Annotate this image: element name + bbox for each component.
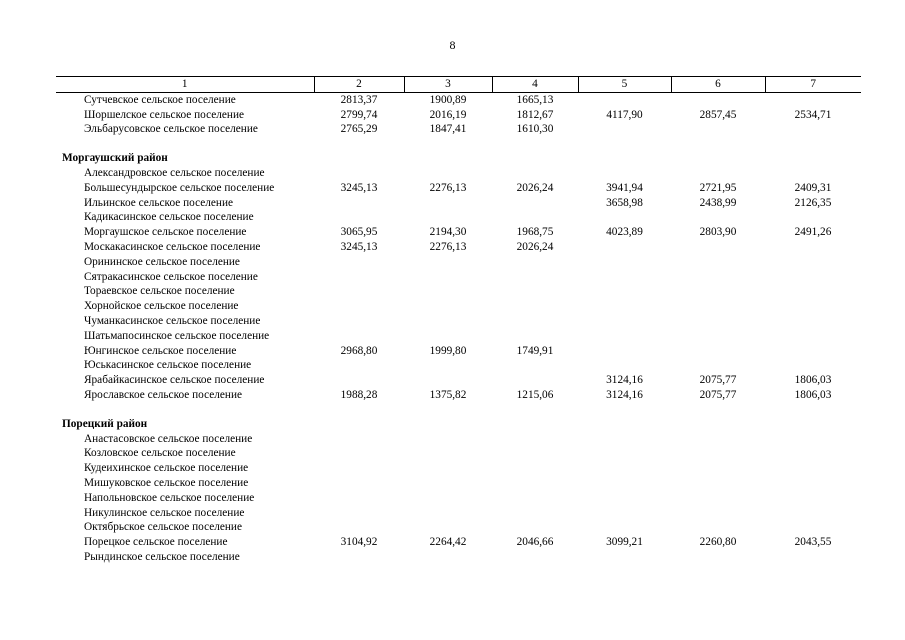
district-heading-row [56,137,861,166]
value-cell-col-6 [671,476,765,491]
value-cell-col-2 [314,373,404,388]
value-cell-col-4 [492,358,578,373]
value-cell-col-2 [314,166,404,181]
value-cell-col-3 [404,432,492,447]
value-cell-col-7 [765,446,861,461]
value-cell-col-5 [578,92,671,107]
settlement-name: Напольновское сельское поселение [84,491,255,504]
value-cell-col-2 [314,520,404,535]
value-cell-col-3 [404,446,492,461]
value-cell-col-2: 3104,92 [340,536,378,549]
settlement-name: Мишуковское сельское поселение [84,476,249,489]
value-cell-col-5: 3658,98 [606,196,643,209]
value-cell-col-3: 1999,80 [429,344,467,357]
value-cell-col-6: 2857,45 [699,108,737,121]
value-cell-col-6: 2721,95 [699,181,737,194]
value-cell-col-6: 2075,77 [699,388,737,401]
value-cell-col-5 [578,284,671,299]
value-cell-col-7 [765,329,861,344]
value-cell-col-2 [314,476,404,491]
value-cell-col-5 [578,491,671,506]
value-cell-col-4 [492,299,578,314]
value-cell-col-3: 2276,13 [429,181,467,194]
table-row [56,270,861,285]
settlement-name: Большесундырское сельское поселение [84,181,275,194]
value-cell-col-7 [765,461,861,476]
value-cell-col-5: 3124,16 [606,374,643,387]
value-cell-col-2 [314,210,404,225]
value-cell-col-5 [578,550,671,565]
value-cell-col-4: 1968,75 [516,226,554,239]
value-cell-col-4: 2026,24 [516,181,554,194]
settlement-name: Моргаушское сельское поселение [84,226,247,239]
value-cell-col-3 [404,461,492,476]
value-cell-col-4 [492,520,578,535]
value-cell-col-7 [765,344,861,359]
value-cell-col-2: 2813,37 [340,93,378,106]
settlement-name: Рындинское сельское поселение [84,550,240,563]
value-cell-col-7 [765,255,861,270]
table-row [56,122,861,137]
value-cell-col-7 [765,92,861,107]
settlement-name: Никулинское сельское поселение [84,506,245,519]
value-cell-col-5 [578,299,671,314]
value-cell-col-4 [492,270,578,285]
value-cell-col-2: 2765,29 [340,123,378,136]
settlement-name: Эльбарусовское сельское поселение [84,123,258,136]
value-cell-col-4: 1665,13 [516,93,554,106]
value-cell-col-4: 1749,91 [516,344,554,357]
table-row [56,225,861,240]
value-cell-col-5 [578,240,671,255]
value-cell-col-7 [765,432,861,447]
value-cell-col-5 [578,210,671,225]
value-cell-col-4 [492,506,578,521]
settlement-name: Ярабайкасинское сельское поселение [84,374,265,387]
page-number: 8 [449,38,456,52]
value-cell-col-5 [578,461,671,476]
value-cell-col-3 [404,358,492,373]
district-heading-row [56,403,861,432]
value-cell-col-6 [671,210,765,225]
table-row [56,446,861,461]
value-cell-col-2: 3245,13 [340,181,378,194]
column-header: 7 [765,77,861,93]
settlement-name: Ильинское сельское поселение [84,196,233,209]
table-row [56,108,861,123]
settlement-name: Ярославское сельское поселение [84,388,243,401]
value-cell-col-5 [578,329,671,344]
value-cell-col-6: 2438,99 [699,196,737,209]
value-cell-col-5 [578,344,671,359]
value-cell-col-3 [404,550,492,565]
value-cell-col-5 [578,506,671,521]
value-cell-col-3 [404,166,492,181]
table-row [56,388,861,403]
value-cell-col-3: 1375,82 [429,388,467,401]
table-row [56,344,861,359]
value-cell-col-4: 2046,66 [516,536,554,549]
value-cell-col-4 [492,314,578,329]
value-cell-col-5 [578,122,671,137]
table-row [56,314,861,329]
settlement-name: Анастасовское сельское поселение [84,432,253,445]
value-cell-col-7 [765,210,861,225]
value-cell-col-5: 4023,89 [606,226,643,239]
value-cell-col-4 [492,476,578,491]
value-cell-col-2: 1988,28 [340,388,378,401]
table-body [56,92,861,564]
settlement-name: Октябрьское сельское поселение [84,521,242,534]
value-cell-col-7: 2491,26 [794,226,832,239]
value-cell-col-5 [578,255,671,270]
value-cell-col-2: 2968,80 [340,344,378,357]
value-cell-col-3 [404,329,492,344]
value-cell-col-6 [671,240,765,255]
table-row [56,520,861,535]
table-row [56,550,861,565]
value-cell-col-2: 3245,13 [340,240,378,253]
value-cell-col-2 [314,270,404,285]
value-cell-col-2 [314,299,404,314]
value-cell-col-4 [492,329,578,344]
value-cell-col-2 [314,284,404,299]
value-cell-col-4 [492,373,578,388]
value-cell-col-4 [492,461,578,476]
value-cell-col-6 [671,446,765,461]
value-cell-col-4 [492,446,578,461]
value-cell-col-3: 1847,41 [429,123,467,136]
settlement-name: Кадикасинское сельское поселение [84,211,254,224]
value-cell-col-6 [671,520,765,535]
settlement-name: Чуманкасинское сельское поселение [84,314,261,327]
table-row [56,255,861,270]
settlement-name: Орининское сельское поселение [84,255,240,268]
settlement-name: Порецкое сельское поселение [84,536,228,549]
value-cell-col-7 [765,299,861,314]
value-cell-col-5 [578,166,671,181]
district-title: Порецкий район [62,417,148,430]
value-cell-col-2: 3065,95 [340,226,378,239]
value-cell-col-6 [671,550,765,565]
table-row [56,476,861,491]
table-row [56,166,861,181]
table-row [56,461,861,476]
table-row [56,240,861,255]
settlement-name: Шатьмапосинское сельское поселение [84,329,270,342]
value-cell-col-4 [492,550,578,565]
settlement-name: Шоршелское сельское поселение [84,108,245,121]
value-cell-col-2 [314,506,404,521]
settlements-table [56,76,861,565]
value-cell-col-7 [765,270,861,285]
column-header: 2 [314,77,404,93]
value-cell-col-4 [492,284,578,299]
settlement-name: Козловское сельское поселение [84,447,236,460]
district-title: Моргаушский район [62,152,168,165]
value-cell-col-6: 2260,80 [699,536,737,549]
value-cell-col-6 [671,284,765,299]
value-cell-col-6 [671,432,765,447]
value-cell-col-3 [404,476,492,491]
value-cell-col-4: 1215,06 [516,388,554,401]
settlement-name: Москакасинское сельское поселение [84,240,261,253]
value-cell-col-3 [404,520,492,535]
table-row [56,210,861,225]
value-cell-col-7: 2126,35 [794,196,832,209]
value-cell-col-3 [404,270,492,285]
value-cell-col-7: 2043,55 [794,536,832,549]
value-cell-col-6 [671,506,765,521]
value-cell-col-5: 3099,21 [606,536,643,549]
value-cell-col-6: 2075,77 [699,374,737,387]
value-cell-col-5 [578,446,671,461]
value-cell-col-7 [765,491,861,506]
table-row [56,432,861,447]
settlement-name: Тораевское сельское поселение [84,285,235,298]
table-row [56,491,861,506]
value-cell-col-2: 2799,74 [340,108,378,121]
value-cell-col-3 [404,506,492,521]
table-row [56,196,861,211]
value-cell-col-2 [314,550,404,565]
table-row [56,284,861,299]
value-cell-col-7: 2534,71 [794,108,832,121]
value-cell-col-6 [671,491,765,506]
value-cell-col-7 [765,550,861,565]
value-cell-col-2 [314,314,404,329]
value-cell-col-6 [671,358,765,373]
value-cell-col-7 [765,358,861,373]
value-cell-col-5: 3941,94 [606,181,643,194]
value-cell-col-5: 4117,90 [606,108,643,121]
value-cell-col-3 [404,299,492,314]
value-cell-col-6 [671,122,765,137]
value-cell-col-4: 1812,67 [516,108,554,121]
value-cell-col-4 [492,491,578,506]
value-cell-col-6 [671,329,765,344]
value-cell-col-6 [671,299,765,314]
value-cell-col-5 [578,314,671,329]
table-row [56,358,861,373]
value-cell-col-7 [765,476,861,491]
value-cell-col-3: 2264,42 [429,536,467,549]
value-cell-col-3: 2016,19 [429,108,467,121]
header-row [56,77,861,93]
value-cell-col-5 [578,476,671,491]
value-cell-col-5 [578,270,671,285]
table-row [56,181,861,196]
value-cell-col-6 [671,344,765,359]
column-header: 6 [671,77,765,93]
value-cell-col-6 [671,255,765,270]
value-cell-col-4 [492,166,578,181]
value-cell-col-7: 2409,31 [794,181,832,194]
value-cell-col-6 [671,461,765,476]
value-cell-col-6 [671,92,765,107]
settlement-name: Юнгинское сельское поселение [84,344,237,357]
value-cell-col-7: 1806,03 [794,374,832,387]
value-cell-col-3 [404,373,492,388]
value-cell-col-7 [765,240,861,255]
value-cell-col-3: 1900,89 [429,93,467,106]
value-cell-col-6 [671,270,765,285]
table-row [56,329,861,344]
value-cell-col-7: 1806,03 [794,388,832,401]
value-cell-col-3 [404,196,492,211]
value-cell-col-3 [404,284,492,299]
column-header: 4 [492,77,578,93]
value-cell-col-3 [404,314,492,329]
value-cell-col-7 [765,166,861,181]
value-cell-col-6 [671,166,765,181]
value-cell-col-3 [404,491,492,506]
column-header: 3 [404,77,492,93]
value-cell-col-3: 2276,13 [429,240,467,253]
value-cell-col-5: 3124,16 [606,388,643,401]
value-cell-col-2 [314,329,404,344]
value-cell-col-4 [492,432,578,447]
settlement-name: Александровское сельское поселение [84,166,265,179]
value-cell-col-4 [492,255,578,270]
column-header: 5 [578,77,671,93]
value-cell-col-4 [492,210,578,225]
settlement-name: Юськасинское сельское поселение [84,359,252,372]
value-cell-col-2 [314,461,404,476]
value-cell-col-4: 2026,24 [516,240,554,253]
value-cell-col-3 [404,255,492,270]
value-cell-col-7 [765,520,861,535]
value-cell-col-3: 2194,30 [429,226,467,239]
settlement-name: Кудеихинское сельское поселение [84,462,249,475]
table-row [56,373,861,388]
value-cell-col-5 [578,432,671,447]
value-cell-col-2 [314,358,404,373]
table-row [56,506,861,521]
value-cell-col-2 [314,196,404,211]
table-row [56,92,861,107]
value-cell-col-2 [314,491,404,506]
value-cell-col-4: 1610,30 [516,123,554,136]
value-cell-col-7 [765,506,861,521]
value-cell-col-2 [314,255,404,270]
value-cell-col-2 [314,432,404,447]
value-cell-col-4 [492,196,578,211]
settlement-name: Сутчевское сельское поселение [84,93,236,106]
value-cell-col-6 [671,314,765,329]
settlement-name: Хорнойское сельское поселение [84,300,239,313]
value-cell-col-5 [578,520,671,535]
value-cell-col-7 [765,122,861,137]
table-header [56,77,861,93]
value-cell-col-5 [578,358,671,373]
column-header: 1 [56,77,314,93]
value-cell-col-6: 2803,90 [699,226,737,239]
value-cell-col-3 [404,210,492,225]
table-row [56,535,861,550]
value-cell-col-2 [314,446,404,461]
settlement-name: Сятракасинское сельское поселение [84,270,258,283]
table-row [56,299,861,314]
value-cell-col-7 [765,284,861,299]
value-cell-col-7 [765,314,861,329]
